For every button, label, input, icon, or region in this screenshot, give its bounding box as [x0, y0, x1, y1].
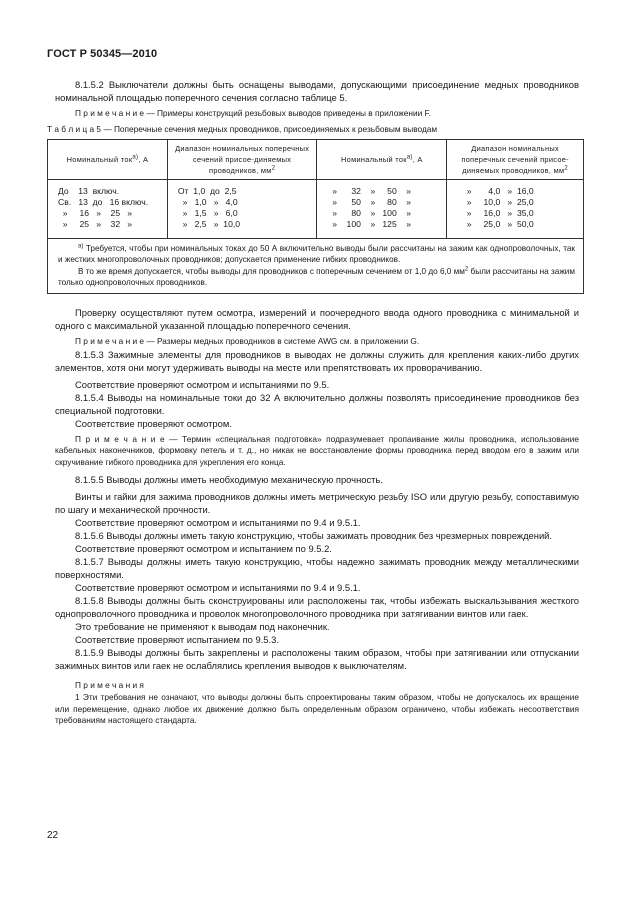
- table-cell-line: » 16,0 » 35,0: [457, 207, 534, 218]
- cell-current-1: [48, 179, 168, 238]
- note-text: — Примеры конструкций резьбовых выводов приведены в приложении F.: [144, 108, 431, 118]
- table-cell-line: » 80 » 100 »: [327, 207, 412, 218]
- table-cell-line: » 50 » 80 »: [327, 196, 412, 207]
- paragraph-check-9-4-b: Соответствие проверяют осмотром и испытаниями по 9.4 и 9.5.1.: [75, 581, 361, 593]
- paragraph-8-1-5-3: 8.1.5.3 Зажимные элементы для проводников в выводах не должны служить для крепления каких-либо других элементов, хотя они могут удерживать выводы на месте или препятствовать их проворачиванию.: [55, 348, 579, 373]
- table-caption: [47, 124, 579, 135]
- header-current-2: Номинальный ток$^{а)}$, А: [317, 139, 447, 179]
- cell-section-1: [167, 179, 317, 238]
- table-cell-line: » 1,0 » 4,0: [177, 196, 238, 207]
- notes-label: П р и м е ч а н и я: [75, 679, 144, 690]
- table-cell-line: » 10,0 » 25,0: [457, 196, 534, 207]
- table-footnote-row: [48, 238, 584, 293]
- document-header: ГОСТ Р 50345—2010: [47, 48, 158, 60]
- table-caption-text: — Поперечные сечения медных проводников, присоединяемых к резьбовым выводам: [101, 123, 438, 134]
- table-caption-label: Т а б л и ц а 5: [47, 123, 102, 134]
- cell-current-2: [317, 179, 447, 238]
- table-5: [47, 139, 584, 294]
- table-cell-line: Св. 13 до 16 включ.: [58, 196, 149, 207]
- page-number: 22: [47, 830, 59, 841]
- table-cell-line: » 4,0 » 16,0: [457, 185, 534, 196]
- paragraph-8-1-5-6: 8.1.5.6 Выводы должны иметь такую конструкцию, чтобы зажимать проводник без чрезмерных повреждений.: [75, 529, 553, 541]
- header-section-1: Диапазон номинальных поперечных сечений присое-диняемых проводников, $мм^2$: [167, 139, 317, 179]
- table-data-row: [48, 179, 584, 238]
- note-label: П р и м е ч а н и е: [75, 108, 145, 118]
- paragraph-8-1-5-9: 8.1.5.9 Выводы должны быть закреплены и расположены таким образом, чтобы при затягивании или отпускании зажимных винтов или гаек не ослаблялись крепления выводов к выключателям.: [55, 646, 579, 671]
- paragraph-lugs: Это требование не применяют к выводам под наконечник.: [75, 620, 330, 632]
- table-cell-line: » 25 » 32 »: [58, 218, 133, 229]
- page-content: [47, 78, 580, 727]
- table-cell-line: До 13 включ.: [58, 185, 120, 196]
- note-special-prep: П р и м е ч а н и е — Термин «специальная подготовка» подразумевает пропаивание жилы проводника, использование кабельных наконечников, формовку петель и т. д., но никак не восстановление формы проводника перед вводом его в зажим или скручивание гибкого проводника для укрепления его конца.: [55, 433, 580, 468]
- table-cell-line: » 16 » 25 »: [58, 207, 133, 218]
- note-item-1: 1 Эти требования не означают, что выводы должны быть спроектированы таким образом, чтобы не допускалось их вращение или перемещение, однако любое их движение должно быть определенным образом ограничено, чтобы избежать несоответствия требованиям настоящего стандарта.: [55, 691, 579, 726]
- table-cell-line: » 100 » 125 »: [327, 218, 412, 229]
- table-cell-line: » 2,5 » 10,0: [177, 218, 241, 229]
- table-cell-line: » 1,5 » 6,0: [177, 207, 238, 218]
- header-section-2: Диапазон номинальных поперечных сечений присое-диняемых проводников, $мм^2$: [447, 139, 584, 179]
- paragraph-8-1-5-7: 8.1.5.7 Выводы должны иметь такую конструкцию, чтобы надежно зажимать проводник между металлическими поверхностями.: [55, 555, 579, 580]
- paragraph-8-1-5-2: 8.1.5.2 Выключатели должны быть оснащены выводами, допускающими присоединение медных проводников номинальной площадью поперечного сечения согласно таблице 5.: [55, 79, 579, 103]
- paragraph-check: Проверку осуществляют путем осмотра, измерений и поочередного ввода одного проводника с минимальной и одного с максимальной указанной площадью поперечного сечения.: [55, 306, 579, 331]
- paragraph-check-9-4: Соответствие проверяют осмотром и испытаниями по 9.4 и 9.5.1.: [75, 516, 361, 528]
- paragraph-8-1-5-5: 8.1.5.5 Выводы должны иметь необходимую механическую прочность.: [75, 473, 383, 485]
- table-cell-line: » 32 » 50 »: [327, 185, 412, 196]
- table-cell-line: От 1,0 до 2,5: [177, 185, 237, 196]
- paragraph-8-1-5-4: 8.1.5.4 Выводы на номинальные токи до 32 А включительно должны позволять присоединение проводников без специальной подготовки.: [55, 391, 579, 416]
- note-annex-f: [55, 108, 579, 120]
- cell-section-2: [447, 179, 584, 238]
- paragraph-8-1-5-8: 8.1.5.8 Выводы должны быть сконструированы или расположены так, чтобы избежать выскальзывания жесткого однопроволочного проводника и проволок многопроволочного проводника при затягивании винтов или гаек.: [55, 594, 579, 619]
- note-annex-g: П р и м е ч а н и е — Размеры медных проводников в системе AWG см. в приложении G.: [75, 335, 420, 346]
- header-current-1: Номинальный ток$^{а)}$, А: [48, 139, 168, 179]
- paragraph-check-inspection: Соответствие проверяют осмотром.: [75, 417, 232, 429]
- table-footnote: $^{а)}$ Требуется, чтобы при номинальных токах до 50 А включительно выводы были рассчитаны на зажим как однопроволочных, так и жестких многопроволочных проводников; допускается применение гибких проводников. В то же время допускается, чтобы выводы для проводников с поперечным сечением от 1,0 до 6,0 $мм^2$ были рассчитаны на зажим только однопроволочных проводников.: [48, 238, 584, 293]
- table-header-row: [48, 139, 584, 179]
- table-cell-line: » 25,0 » 50,0: [457, 218, 534, 229]
- paragraph-check-9-5: Соответствие проверяют осмотром и испытаниями по 9.5.: [75, 378, 330, 390]
- paragraph-screws: Винты и гайки для зажима проводников должны иметь метрическую резьбу ISO или другую резьбу, сопоставимую по шагу и механической прочности.: [55, 490, 579, 515]
- paragraph-check-9-5-2: Соответствие проверяют осмотром и испытанием по 9.5.2.: [75, 542, 332, 554]
- paragraph-check-9-5-3: Соответствие проверяют испытанием по 9.5.3.: [75, 633, 279, 645]
